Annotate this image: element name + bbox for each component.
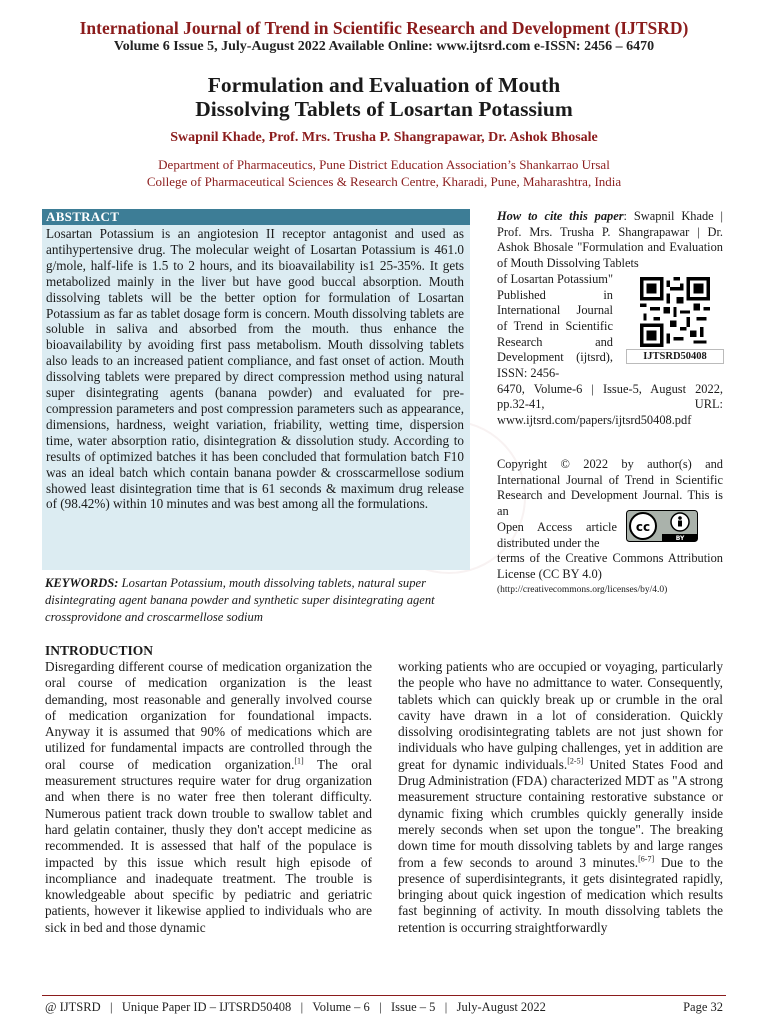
citation-label: How to cite this paper [497, 209, 624, 223]
authors: Swapnil Khade, Prof. Mrs. Trusha P. Shangrapawar, Dr. Ashok Bhosale [170, 130, 598, 145]
keywords [45, 575, 467, 626]
title-line-1: Formulation and Evaluation of Mouth [207, 73, 561, 97]
affiliation [0, 156, 768, 190]
qr-code-icon [640, 277, 710, 347]
citation-colon: : [623, 209, 627, 223]
svg-text:cc: cc [635, 520, 651, 534]
copyright-text-left: Open Access article distributed under the [497, 519, 617, 550]
paper-title [0, 73, 768, 121]
footer-text: @ IJTSRD | Unique Paper ID – IJTSRD50408 | Volume – 6 | Issue – 5 | July-August 2022 [45, 1000, 546, 1014]
introduction-heading: INTRODUCTION [45, 643, 154, 658]
page-number: Page 32 [683, 1000, 723, 1014]
affiliation-line-2: College of Pharmaceutical Sciences & Research Centre, Kharadi, Pune, Maharashtra, India [146, 174, 622, 189]
keywords-text: Losartan Potassium, mouth dissolving tablets, natural super disintegrating agent banana powder and synthetic super disintegrating agent crossprovidone and croscarmellose sodium [45, 576, 435, 624]
qr-paper-id: IJTSRD50408 [626, 349, 724, 364]
title-line-2: Dissolving Tablets of Losartan Potassium [195, 97, 573, 121]
intro-column-1 [45, 659, 372, 936]
footer-rule [42, 995, 726, 996]
ref-1: [1] [294, 756, 304, 766]
ref-2-5: [2-5] [567, 756, 584, 766]
copyright-text-bottom: terms of the Creative Commons Attribution License (CC BY 4.0) [497, 551, 723, 581]
volume-line: Volume 6 Issue 5, July-August 2022 Available Online: www.ijtsrd.com e-ISSN: 2456 – 6470 [113, 39, 655, 54]
intro-column-2 [398, 659, 723, 936]
intro-col1-text: Disregarding different course of medication organization the oral course of medication organization is the least demanding, most reasonable and generally involved course of medication organization for foundational impacts. Anyway it is assumed that 90% of medications which are utilized for fundamental impacts are controlled through the oral course of medication organization. [45, 659, 372, 772]
cc-by-label: BY [675, 535, 685, 542]
qr-block [626, 277, 724, 364]
abstract-box [42, 209, 470, 570]
keywords-label: KEYWORDS: [45, 576, 119, 590]
ref-6-7: [6-7] [638, 854, 655, 864]
intro-col1-text-cont: The oral measurement structures require water for drug organization and when there is no water free then tolerant difficulty. Numerous patient track down trouble to swallow tablet and hard gelatin container, thusly they don't accept medicine as recommended. It is assessed that half of the populace is impacted by this issue which result high episode of incompliance and inadequate treatment. The trouble is knowledgeable about specific by pediatric and geriatric patients, however it likewise applied to individuals who are sick in bed and those dynamic [45, 756, 372, 935]
citation-left-column: of Losartan Potassium" Published in International Journal of Trend in Scientific Research and Development (ijtsrd), ISSN: 2456- [497, 271, 613, 381]
cc-by-badge-icon [626, 510, 698, 542]
page-footer [45, 1000, 723, 1015]
affiliation-line-1: Department of Pharmaceutics, Pune District Education Association’s Shankarrao Ursal [158, 157, 610, 172]
journal-title: International Journal of Trend in Scientific Research and Development (IJTSRD) [79, 18, 689, 38]
license-url[interactable]: (http://creativecommons.org/licenses/by/4.0) [497, 584, 668, 595]
copyright-text-top: Copyright © 2022 by author(s) and International Journal of Trend in Scientific Research and Development Journal. This is an [497, 457, 723, 519]
intro-col2-text-end: Due to the presence of superdisintegrants, it gets disintegrated rapidly, bringing about quick ingestion of medication which results fast beginning of activity. In mouth dissolving tablets the retention is occurring straightforwardly [398, 854, 723, 935]
abstract-text: Losartan Potassium is an angiotesion II receptor antagonist and used as antihypertensive drug. The molecular weight of Losartan Potassium is 461.0 g/mole, half-life is 1.5 to 2 hours, and its bioavailability is1 25-35%. It gets metabolized mainly in the liver but have good buccal absorption. Mouth dissolving tablets will be the better option for formulation of Losartan Potassium as far as tablet dosage form is concern. Mouth dissolving tablets are soluble in saliva and absorbed from the mouth. thus enhance the bioavailability by avoiding first pass metabolism. Mouth dissolving tablets also leads to an increased patient compliance, and fast onset of action. Mouth dissolving tablets were prepared by direct compression method using natural super disintegrating agents (banana powder) and evaluated for pre-compression parameters and post compression parameters such as appearance, dimensions, hardness, weight variation, friability, wetting time, dispersion time, water absorption ratio, disintegration & dissolution study. According to results of optimized batches it has been concluded that formulation batch F10 was an ideal batch which contain banana powder & crosscarmellose sodium showed least disintegration time that is 61 seconds & maximum drug release of (98.42%) within 10 minutes and was best among all the formulations. [46, 226, 464, 512]
intro-col2-text-cont: United States Food and Drug Administration (FDA) characterized MDT as "A strong measurement structure containing restorative substance or dynamic fixing which crumbles quickly generally inside merely seconds when set upon the tongue". The breaking down time for mouth dissolving tablets by and large ranges from a few seconds to around 3 minutes. [398, 756, 723, 870]
intro-col2-text: working patients who are occupied or voyaging, particularly the people who have no admittance to water. Consequently, tablets which can quickly break up or crumble in the oral cavity have drawn in a lot of consideration. Quickly dissolving orodisintegrating tablets are not just shown for individuals who have gulping challenges, yet in addition are great for dynamic individuals. [398, 659, 723, 772]
citation-rest: 6470, Volume-6 | Issue-5, August 2022, pp.32-41, URL: www.ijtsrd.com/papers/ijtsrd50408.pdf [497, 381, 723, 428]
abstract-heading: ABSTRACT [42, 209, 470, 225]
citation-intro: Swapnil Khade | Prof. Mrs. Trusha P. Shangrapawar | Dr. Ashok Bhosale "Formulation and Evaluation of Mouth Dissolving Tablets [497, 209, 723, 271]
